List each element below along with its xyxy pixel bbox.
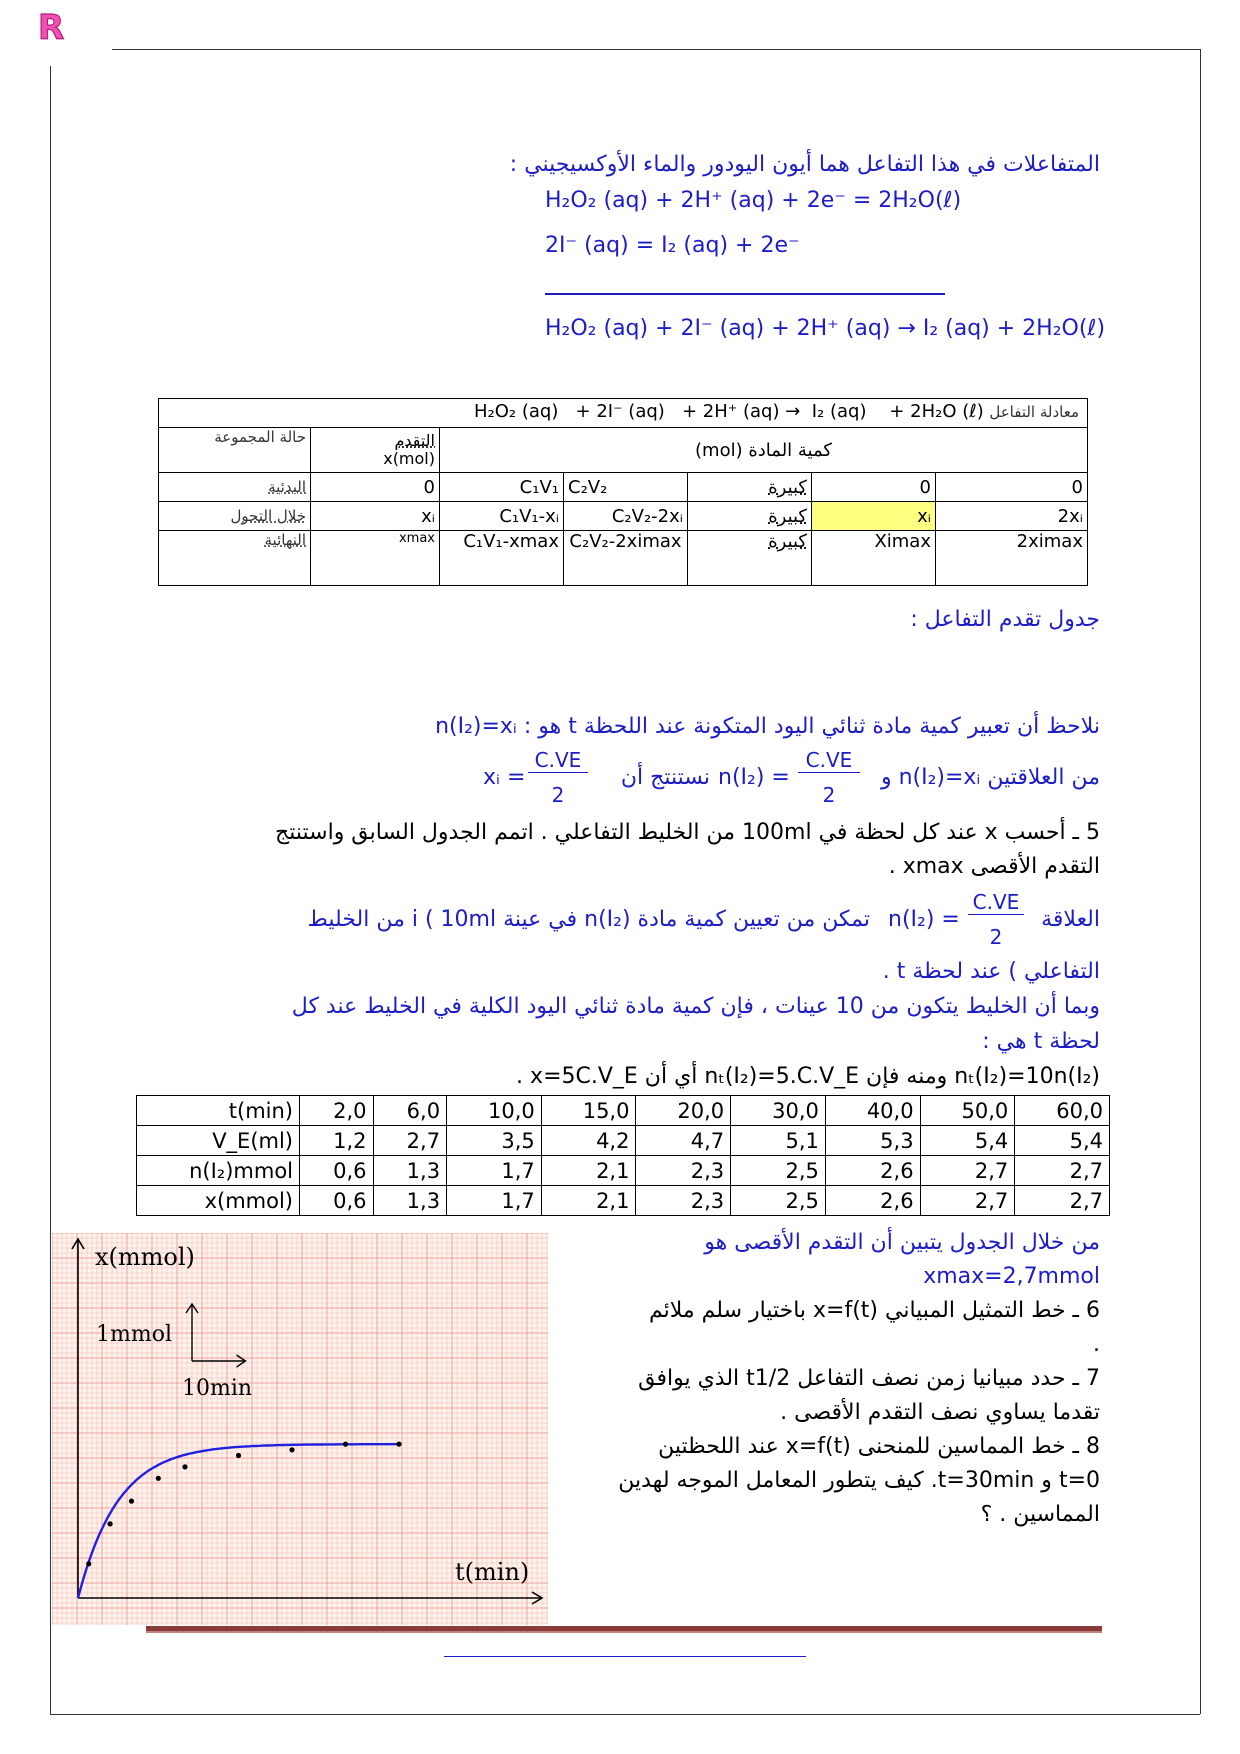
question-8-line2: t=0 و t=30min. كيف يتطور المعامل الموجه لهدين [618,1468,1100,1493]
row-label: البدئية [159,473,311,502]
data-point [86,1561,91,1566]
relation-frac-num: C.VE [968,890,1024,915]
relation-suffix: تمكن من تعيين كمية مادة n(I₂) في عينة i ( 10ml من الخليط [307,907,870,932]
cell: C₁V₁-xᵢ [440,502,564,531]
question-8-line1: 8 ـ خط المماسين للمنحنى x=f(t) عند اللحظتين [658,1434,1100,1459]
cell: 2ximax [936,531,1088,586]
cell: Ximax [812,531,936,586]
data-table-header: x(mmol) [137,1186,300,1216]
data-table [136,1095,1110,1216]
data-point [236,1453,241,1458]
relation-line-2: التفاعلي ) عند لحظة t . [882,959,1100,984]
advancement-table [158,398,1088,586]
cell: كبيرة [688,502,812,531]
cell: 0 [812,473,936,502]
table-caption: جدول تقدم التفاعل : [910,607,1100,632]
data-table-cell: 2,5 [731,1186,826,1216]
data-table-cell: 2,7 [373,1126,447,1156]
graph-ylabel: x(mmol) [95,1243,195,1271]
question-7-line2: تقدما يساوي نصف التقدم الأقصى . [780,1400,1100,1425]
cell-highlighted: xᵢ [812,502,936,531]
data-point [289,1447,294,1452]
question-8-line3: المماسين . ؟ [980,1502,1100,1527]
cell: C₂V₂ [564,473,688,502]
top-rule [112,49,1200,50]
data-table-cell: 40,0 [825,1096,920,1126]
cell: 0 [936,473,1088,502]
cell: 2xᵢ [936,502,1088,531]
table-row [159,473,1088,502]
data-table-cell: 1,3 [373,1156,447,1186]
data-table-cell: 5,3 [825,1126,920,1156]
cell: كبيرة [688,531,812,586]
overall-equation: H₂O₂ (aq) + 2I⁻ (aq) + 2H⁺ (aq) → I₂ (aq) + 2H₂O(ℓ) [545,316,1106,341]
cell: C₁V₁-xmax [440,531,564,586]
row-label: خلال التحول [159,502,311,531]
bottom-bar [146,1626,1102,1633]
equation-rule [545,293,945,295]
question-7-line1: 7 ـ حدد مبيانيا زمن نصف التفاعل t1/2 الذي يوافق [638,1366,1100,1391]
data-table-cell: 15,0 [541,1096,636,1126]
frac-den-2: 2 [551,783,565,807]
cell-x: xᵢ [311,502,440,531]
conclusion-2: xmax=2,7mmol [923,1264,1100,1289]
data-table-cell: 5,4 [1015,1126,1110,1156]
data-table-cell: 50,0 [920,1096,1015,1126]
data-table-cell: 1,7 [447,1186,542,1216]
data-point [182,1464,187,1469]
data-table-cell: 1,2 [300,1126,374,1156]
paragraph-2-prefix: من العلاقتين n(I₂)=xᵢ و [880,765,1100,790]
equation-row-label: معادلة التفاعل [989,403,1079,421]
data-table-cell: 2,0 [300,1096,374,1126]
data-table-row [137,1156,1110,1186]
lhs-n: n(I₂) = [718,765,790,790]
data-table-cell: 0,6 [300,1186,374,1216]
data-table-cell: 1,7 [447,1156,542,1186]
table-row [159,531,1088,586]
data-table-cell: 5,1 [731,1126,826,1156]
data-table-cell: 2,7 [920,1186,1015,1216]
data-table-cell: 10,0 [447,1096,542,1126]
data-table-cell: 30,0 [731,1096,826,1126]
data-table-row [137,1126,1110,1156]
data-point [343,1442,348,1447]
data-table-header: t(min) [137,1096,300,1126]
frac-num-1: C.VE [798,748,860,773]
cell-x: 0 [311,473,440,502]
cell: C₂V₂-2ximax [564,531,688,586]
data-table-cell: 2,1 [541,1186,636,1216]
data-point [108,1521,113,1526]
advancement-label: x(mol) [383,449,435,468]
relation-frac-den: 2 [989,925,1003,949]
data-point [156,1476,161,1481]
conclusion-1: من خلال الجدول يتبين أن التقدم الأقصى هو [704,1230,1100,1255]
data-table-cell: 3,5 [447,1126,542,1156]
data-table-cell: 60,0 [1015,1096,1110,1126]
mixture-line-2: لحظة t هي : [982,1029,1100,1054]
data-table-header: n(I₂)mmol [137,1156,300,1186]
logo: R [38,8,65,48]
data-table-cell: 6,0 [373,1096,447,1126]
data-table-cell: 2,6 [825,1156,920,1186]
cell: C₂V₂-2xᵢ [564,502,688,531]
data-table-cell: 2,5 [731,1156,826,1186]
question-6-line1: 6 ـ خط التمثيل المبياني x=f(t) باختيار سلم ملائم [648,1298,1100,1323]
data-table-cell: 2,1 [541,1156,636,1186]
data-table-cell: 2,3 [636,1186,731,1216]
data-table-cell: 0,6 [300,1156,374,1186]
question-5-line2: التقدم الأقصى xmax . [888,854,1100,879]
paragraph-1: نلاحظ أن تعبير كمية مادة ثنائي اليود المتكونة عند اللحظة t هو : n(I₂)=xᵢ [435,714,1100,739]
quantity-label: كمية المادة (mol) [440,428,1088,473]
cell: كبيرة [688,473,812,502]
data-point [129,1499,134,1504]
data-table-cell: 1,3 [373,1186,447,1216]
graph-xlabel: t(min) [455,1558,530,1586]
cell-x: xmax [311,531,440,586]
question-5-line1: 5 ـ أحسب x عند كل لحظة في 100ml من الخليط التفاعلي . اتمم الجدول السابق واستنتج [275,820,1100,845]
data-table-cell: 5,4 [920,1126,1015,1156]
data-table-cell: 20,0 [636,1096,731,1126]
row-label: النهائية [159,531,311,586]
relation-lhs: n(I₂) = [888,907,960,932]
mixture-line-1: وبما أن الخليط يتكون من 10 عينات ، فإن كمية مادة ثنائي اليود الكلية في الخليط عند كل [291,994,1100,1019]
frac-den-1: 2 [822,783,836,807]
data-table-row [137,1186,1110,1216]
intro-line: المتفاعلات في هذا التفاعل هما أيون اليودور والماء الأوكسيجيني : [509,152,1100,177]
frame-right [1200,49,1201,1714]
data-point [396,1442,401,1447]
footer-rule [444,1656,806,1657]
relation-prefix: العلاقة [1041,907,1100,932]
state-label: حالة المجموعة [159,428,311,473]
data-table-row [137,1096,1110,1126]
data-table-cell: 2,7 [1015,1156,1110,1186]
data-table-cell: 2,3 [636,1156,731,1186]
half-equation-1: H₂O₂ (aq) + 2H⁺ (aq) + 2e⁻ = 2H₂O(ℓ) [545,188,962,213]
frac-num-2: C.VE [528,748,588,773]
data-table-cell: 2,6 [825,1186,920,1216]
table-equation: H₂O₂ (aq) + 2I⁻ (aq) + 2H⁺ (aq) → I₂ (aq) + 2H₂O (ℓ) [474,401,984,422]
frame-bottom [50,1714,1200,1715]
table-row [159,502,1088,531]
data-table-header: V_E(ml) [137,1126,300,1156]
frame-left [50,66,51,1714]
data-table-cell: 2,7 [920,1156,1015,1186]
graph-scale-y: 1mmol [96,1322,173,1347]
lhs-x: xᵢ = [483,765,526,790]
question-6-line2: . [1093,1332,1100,1357]
advancement-label-ar: التقدم [394,431,435,450]
cell: C₁V₁ [440,473,564,502]
data-table-cell: 2,7 [1015,1186,1110,1216]
data-table-cell: 4,2 [541,1126,636,1156]
mixture-line-3: nₜ(I₂)=10n(I₂) ومنه فإن nₜ(I₂)=5.C.V_E أي أن x=5C.V_E . [516,1064,1100,1089]
paragraph-2-mid: نستنتج أن [620,765,710,790]
half-equation-2: 2I⁻ (aq) = I₂ (aq) + 2e⁻ [545,233,800,258]
graph-scale-x: 10min [182,1376,253,1401]
data-table-cell: 4,7 [636,1126,731,1156]
